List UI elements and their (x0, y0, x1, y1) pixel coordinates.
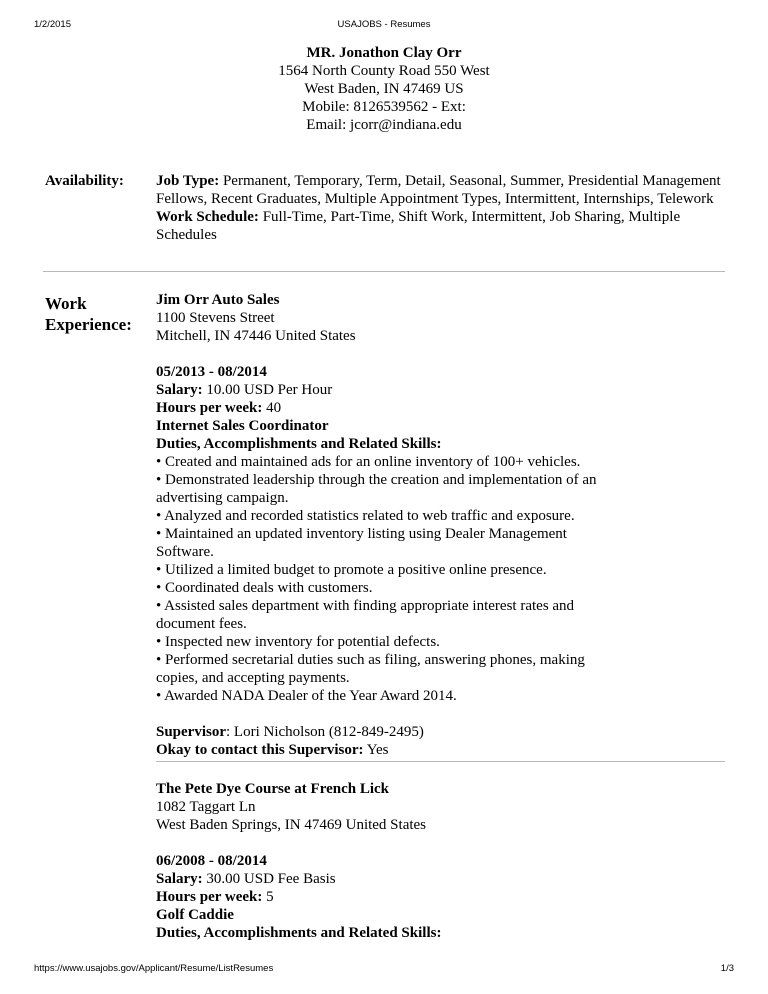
duty-line: • Assisted sales department with finding appropriate interest rates and (156, 598, 575, 614)
work-schedule (156, 208, 726, 244)
duties-label: Duties, Accomplishments and Related Skills: (156, 436, 442, 452)
job-type-value: Permanent, Temporary, Term, Detail, Seasonal, Summer, Presidential Management Fellows, Recent Graduates, Multiple Appointment Types, Intermittent, Internships, Telework (156, 173, 721, 207)
duty-line: • Maintained an updated inventory listing using Dealer Management (156, 526, 567, 542)
duty-line: Software. (156, 544, 214, 560)
hours-label: Hours per week: (156, 889, 263, 905)
salary-line (156, 381, 636, 399)
job-entry-1 (156, 291, 636, 759)
hours-label: Hours per week: (156, 400, 263, 416)
job-type (156, 172, 726, 208)
employer-city: West Baden Springs, IN 47469 United States (156, 817, 427, 833)
duty-line: advertising campaign. (156, 490, 289, 506)
contact-block (0, 44, 768, 134)
availability-label: Availability: (45, 173, 124, 189)
duty-line: • Created and maintained ads for an online inventory of 100+ vehicles. (156, 454, 581, 470)
page-number: 1/3 (720, 963, 734, 974)
work-label-line-2: Experience: (45, 315, 132, 334)
work-experience-label (45, 293, 132, 335)
hours-line (156, 399, 636, 417)
work-schedule-label: Work Schedule: (156, 209, 259, 225)
availability-section (156, 172, 726, 244)
spacer (156, 834, 636, 852)
contact-permission-label: Okay to contact this Supervisor: (156, 742, 364, 758)
applicant-name: MR. Jonathon Clay Orr (306, 45, 462, 61)
job-divider (156, 761, 725, 762)
employer-name: The Pete Dye Course at French Lick (156, 781, 390, 797)
salary-value: 30.00 USD Fee Basis (202, 871, 336, 887)
duty-line: • Awarded NADA Dealer of the Year Award 2014. (156, 688, 457, 704)
job-title: Golf Caddie (156, 907, 234, 923)
supervisor-line (156, 723, 636, 741)
employer-street: 1082 Taggart Ln (156, 799, 256, 815)
contact-permission-value: Yes (363, 742, 389, 758)
spacer (156, 705, 636, 723)
contact-permission-line (156, 741, 636, 759)
email-line: Email: jcorr@indiana.edu (306, 117, 462, 133)
job-type-label: Job Type: (156, 173, 220, 189)
print-footer (34, 963, 734, 975)
hours-value: 40 (262, 400, 282, 416)
job-title: Internet Sales Coordinator (156, 418, 329, 434)
print-title: USAJOBS - Resumes (337, 19, 431, 30)
work-label-line-1: Work (45, 294, 87, 313)
hours-value: 5 (262, 889, 274, 905)
salary-label: Salary: (156, 871, 203, 887)
salary-line (156, 870, 636, 888)
duty-line: • Utilized a limited budget to promote a positive online presence. (156, 562, 547, 578)
salary-label: Salary: (156, 382, 203, 398)
duty-line: • Demonstrated leadership through the creation and implementation of an (156, 472, 597, 488)
spacer (156, 345, 636, 363)
employer-street: 1100 Stevens Street (156, 310, 275, 326)
page-url[interactable]: https://www.usajobs.gov/Applicant/Resume/ListResumes (34, 963, 274, 974)
address-line-2: West Baden, IN 47469 US (304, 81, 464, 97)
salary-value: 10.00 USD Per Hour (202, 382, 333, 398)
duties-list (156, 453, 636, 705)
duty-line: • Performed secretarial duties such as filing, answering phones, making (156, 652, 585, 668)
duty-line: • Analyzed and recorded statistics related to web traffic and exposure. (156, 508, 575, 524)
employment-dates: 06/2008 - 08/2014 (156, 853, 267, 869)
duties-label: Duties, Accomplishments and Related Skills: (156, 925, 442, 941)
supervisor-label: Supervisor (156, 724, 227, 740)
hours-line (156, 888, 636, 906)
supervisor-value: : Lori Nicholson (812-849-2495) (226, 724, 424, 740)
employer-name: Jim Orr Auto Sales (156, 292, 280, 308)
employer-city: Mitchell, IN 47446 United States (156, 328, 356, 344)
print-header (34, 19, 734, 31)
phone-line: Mobile: 8126539562 - Ext: (302, 99, 466, 115)
duty-line: copies, and accepting payments. (156, 670, 350, 686)
employment-dates: 05/2013 - 08/2014 (156, 364, 267, 380)
job-entry-2 (156, 780, 636, 942)
work-schedule-value: Full-Time, Part-Time, Shift Work, Intermittent, Job Sharing, Multiple Schedules (156, 209, 681, 243)
section-divider (43, 271, 725, 272)
print-date: 1/2/2015 (34, 19, 71, 30)
address-line-1: 1564 North County Road 550 West (278, 63, 490, 79)
duty-line: document fees. (156, 616, 247, 632)
duty-line: • Coordinated deals with customers. (156, 580, 373, 596)
duty-line: • Inspected new inventory for potential defects. (156, 634, 440, 650)
